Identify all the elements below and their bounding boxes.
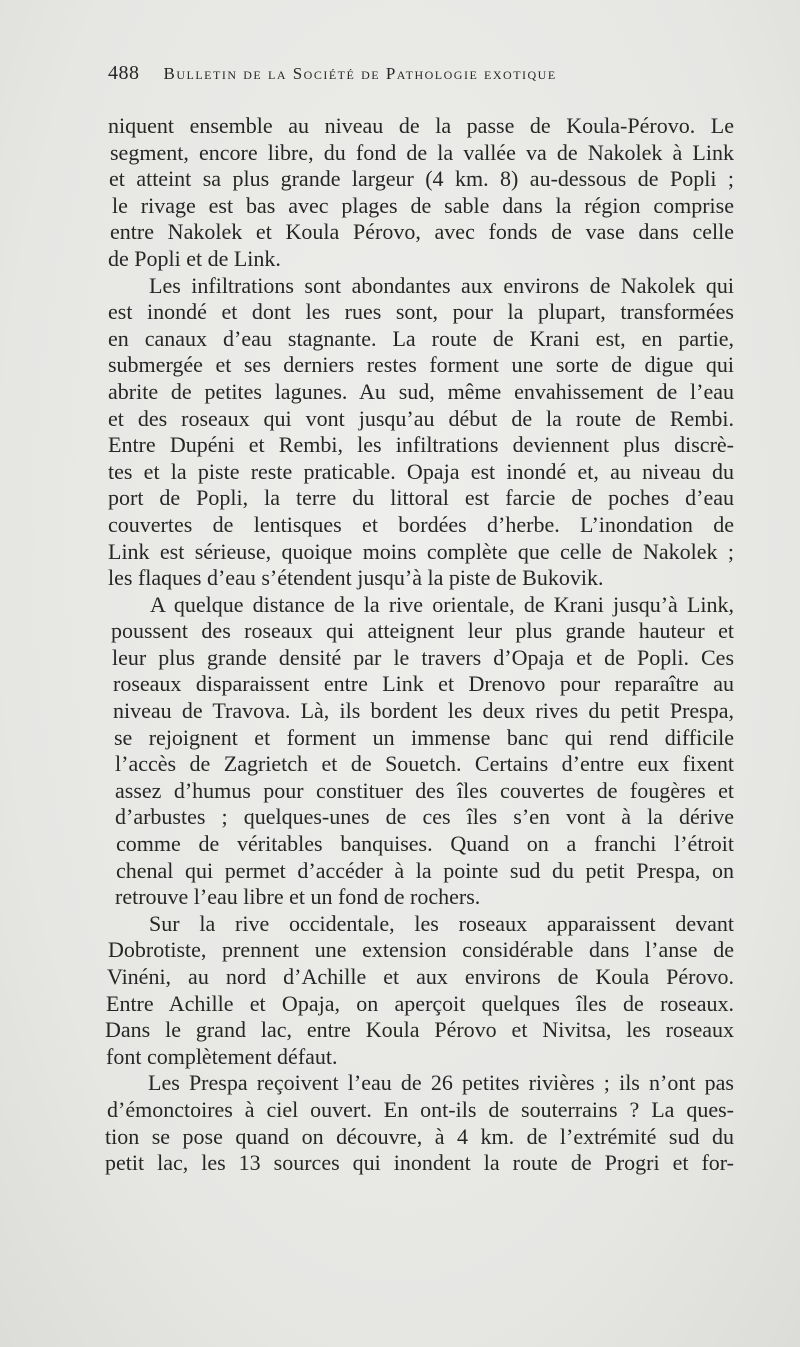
text-line (109, 911, 734, 938)
line-text: entre Nakolek et Koula Pérovo, avec fonds de vase dans celle (110, 219, 734, 245)
line-text: poussent des roseaux qui atteignent leur plus grande hauteur et (111, 618, 734, 644)
line-text: l’accès de Zagrietch et de Souetch. Certains d’entre eux fixent (115, 751, 734, 777)
line-text: d’arbustes ; quelques-unes de ces îles s’en vont à la dérive (115, 804, 734, 830)
running-title: Bulletin de la Société de Pathologie exotique (163, 64, 557, 83)
line-text: se rejoignent et forment un immense banc qui rend difficile (114, 724, 734, 750)
text-line (110, 140, 734, 167)
line-text: niveau de Travova. Là, ils bordent les deux rives du petit Prespa, (113, 698, 734, 724)
line-text: tes et la piste reste praticable. Opaja est inondé et, au niveau du (108, 458, 734, 484)
line-text: d’émonctoires à ciel ouvert. En ont-ils de souterrains ? La ques- (107, 1096, 734, 1122)
line-text: Entre Dupéni et Rembi, les infiltrations deviennent plus discrè- (108, 432, 734, 458)
line-text: segment, encore libre, du fond de la vallée va de Nakolek à Link (110, 139, 734, 165)
text-line (108, 485, 734, 512)
line-text: est inondé et dont les rues sont, pour la plupart, transformées (108, 299, 734, 325)
text-line (108, 539, 734, 566)
line-text: Link est sérieuse, quoique moins complète que celle de Nakolek ; (108, 538, 734, 564)
line-text: roseaux disparaissent entre Link et Drenovo pour reparaître au (113, 671, 734, 697)
text-line (111, 618, 734, 645)
text-line (108, 379, 734, 406)
text-line (113, 698, 734, 725)
text-line (108, 246, 734, 273)
text-line (108, 432, 734, 459)
line-text: retrouve l’eau libre et un fond de rochers. (115, 884, 481, 910)
text-line (108, 113, 734, 140)
text-line (109, 273, 734, 300)
text-line (108, 565, 734, 592)
line-text: petit lac, les 13 sources qui inondent la route de Progri et for- (105, 1150, 734, 1176)
text-line (112, 645, 734, 672)
line-text: font complètement défaut. (106, 1043, 338, 1069)
line-text: Les Prespa reçoivent l’eau de 26 petites rivières ; ils n’ont pas (148, 1070, 734, 1096)
line-text: le rivage est bas avec plages de sable dans la région comprise (112, 192, 734, 218)
line-text: les flaques d’eau s’étendent jusqu’à la piste de Bukovik. (108, 565, 604, 591)
text-line (115, 884, 734, 911)
line-text: assez d’humus pour constituer des îles couvertes de fougères et (115, 777, 734, 803)
text-line (110, 592, 734, 619)
line-text: submergée et ses derniers restes forment une sorte de digue qui (108, 352, 734, 378)
line-text: niquent ensemble au niveau de la passe de Koula-Pérovo. Le (108, 113, 734, 138)
line-text: Vinéni, au nord d’Achille et aux environs de Koula Pérovo. (107, 964, 734, 989)
line-text: en canaux d’eau stagnante. La route de Krani est, en partie, (108, 325, 734, 351)
text-line (109, 166, 734, 193)
text-line (108, 512, 734, 539)
text-line (108, 406, 734, 433)
line-text: Entre Achille et Opaja, on aperçoit quelques îles de roseaux. (106, 990, 734, 1016)
line-text: abrite de petites lagunes. Au sud, même envahissement de l’eau (108, 378, 734, 404)
text-line (107, 964, 734, 991)
line-text: Dobrotiste, prennent une extension considérable dans l’anse de (108, 937, 734, 963)
text-line (108, 459, 734, 486)
line-text: tion se pose quand on découvre, à 4 km. de l’extrémité sud du (105, 1123, 734, 1149)
text-line (108, 352, 734, 379)
page-header (108, 62, 740, 92)
body-text (78, 113, 738, 1177)
line-text: et atteint sa plus grande largeur (4 km. 8) au-dessous de Popli ; (109, 166, 734, 192)
line-text: Dans le grand lac, entre Koula Pérovo et Nivitsa, les roseaux (105, 1017, 734, 1043)
line-text: chenal qui permet d’accéder à la pointe sud du petit Prespa, on (116, 857, 734, 883)
text-line (112, 193, 734, 220)
text-line (107, 1097, 734, 1124)
text-line (105, 1150, 734, 1177)
line-text: de Popli et de Link. (108, 245, 281, 271)
page-number: 488 (108, 62, 140, 84)
line-text: leur plus grande densité par le travers d’Opaja et de Popli. Ces (112, 644, 734, 670)
text-line (106, 991, 734, 1018)
text-line (106, 1044, 734, 1071)
text-line (108, 1070, 734, 1097)
text-line (105, 1017, 734, 1044)
line-text: et des roseaux qui vont jusqu’au début de la route de Rembi. (108, 405, 734, 431)
text-line (105, 1124, 734, 1151)
line-text: Sur la rive occidentale, les roseaux apparaissent devant (149, 910, 734, 936)
text-line (115, 751, 734, 778)
text-line (116, 858, 734, 885)
line-text: A quelque distance de la rive orientale, de Krani jusqu’à Link, (150, 591, 734, 617)
line-text: comme de véritables banquises. Quand on a franchi l’étroit (116, 831, 734, 857)
line-text: Les infiltrations sont abondantes aux environs de Nakolek qui (149, 272, 734, 298)
line-text: port de Popli, la terre du littoral est farcie de poches d’eau (108, 485, 734, 511)
text-line (116, 831, 734, 858)
text-line (108, 326, 734, 353)
text-line (113, 671, 734, 698)
line-text: couvertes de lentisques et bordées d’herbe. L’inondation de (108, 511, 734, 537)
text-line (115, 804, 734, 831)
text-line (108, 937, 734, 964)
text-line (108, 299, 734, 326)
text-line (114, 725, 734, 752)
text-line (115, 778, 734, 805)
text-line (110, 219, 734, 246)
